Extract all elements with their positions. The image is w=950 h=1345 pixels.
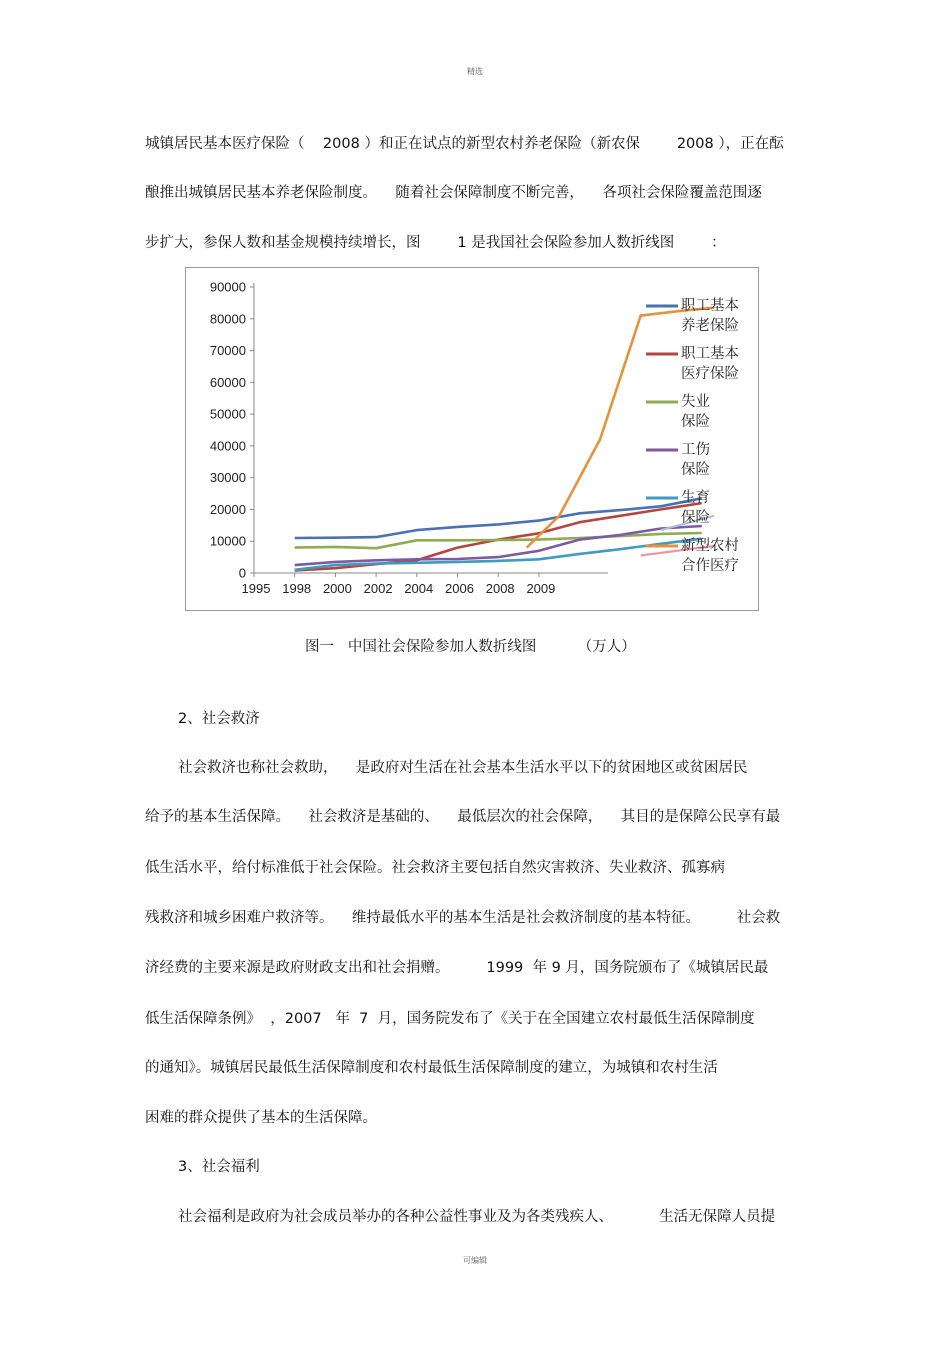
x-tick-label: 2004 [404, 581, 434, 596]
paragraph-line: 城镇居民基本医疗保险（ 2008 ）和正在试点的新型农村养老保险（新农保 2008 ），正在酝 [145, 136, 784, 152]
legend-label: 合作医疗 [681, 558, 739, 574]
legend-label: 失业 [681, 394, 710, 410]
paragraph-line: 济经费的主要来源是政府财政支出和社会捐赠。 1999 年 9 月，国务院颁布了《城镇居民最 [145, 960, 769, 976]
x-tick-label: 1995 [241, 581, 271, 596]
y-tick-label: 70000 [209, 343, 246, 359]
paragraph-line: 社会福利是政府为社会成员举办的各种公益性事业及为各类残疾人、 生活无保障人员提 [178, 1209, 776, 1225]
legend-label: 新型农村 [681, 538, 739, 554]
legend-label: 保险 [681, 462, 710, 478]
paragraph-line: 困难的群众提供了基本的生活保障。 [145, 1110, 377, 1126]
y-tick-label: 80000 [209, 311, 246, 327]
paragraph-line: 的通知》。城镇居民最低生活保障制度和农村最低生活保障制度的建立，为城镇和农村生活 [145, 1060, 718, 1076]
legend-label: 保险 [681, 414, 710, 430]
legend-label: 医疗保险 [681, 366, 739, 382]
paragraph-line: 低生活水平，给付标准低于社会保险。社会救济主要包括自然灾害救济、失业救济、孤寡病 [145, 860, 725, 876]
y-tick-label: 20000 [209, 501, 246, 517]
legend-label: 保险 [681, 510, 710, 526]
chart-frame [185, 267, 759, 611]
x-tick-label: 2009 [526, 581, 556, 596]
y-tick-label: 0 [238, 565, 246, 581]
paragraph-line: 低生活保障条例》 ，2007 年 7 月，国务院发布了《关于在全国建立农村最低生活保障制度 [145, 1011, 755, 1027]
page-footer: 可编辑 [463, 1256, 487, 1265]
y-tick-label: 30000 [209, 470, 246, 486]
x-tick-label: 2008 [485, 581, 515, 596]
y-tick-label: 40000 [209, 438, 246, 454]
section-heading: 2、社会救济 [178, 711, 260, 727]
legend-label: 养老保险 [681, 318, 739, 334]
paragraph-line: 给予的基本生活保障。 社会救济是基础的、 最低层次的社会保障， 其目的是保障公民享有最 [145, 809, 781, 825]
y-tick-label: 60000 [209, 374, 246, 390]
x-tick-label: 2006 [445, 581, 474, 596]
series-line [295, 539, 702, 570]
y-tick-label: 10000 [209, 533, 246, 549]
page-header: 精选 [467, 67, 483, 76]
legend-label: 职工基本 [681, 298, 739, 314]
x-tick-label: 2002 [363, 581, 393, 596]
legend-label: 生育 [681, 490, 710, 506]
paragraph-line: 社会救济也称社会救助， 是政府对生活在社会基本生活水平以下的贫困地区或贫困居民 [178, 760, 748, 776]
x-tick-label: 1998 [282, 581, 312, 596]
y-tick-label: 90000 [209, 279, 246, 295]
paragraph-line: 残救济和城乡困难户救济等。 维持最低水平的基本生活是社会救济制度的基本特征。 社会救 [145, 910, 781, 926]
y-tick-label: 50000 [209, 406, 246, 422]
section-heading: 3、社会福利 [178, 1159, 260, 1175]
legend-label: 职工基本 [681, 346, 739, 362]
x-tick-label: 2000 [322, 581, 352, 596]
legend-label: 工伤 [681, 442, 710, 458]
line-chart [186, 268, 758, 610]
figure-caption: 图一 中国社会保险参加人数折线图 （万人） [305, 639, 636, 655]
paragraph-line: 酿推出城镇居民基本养老保险制度。 随着社会保障制度不断完善， 各项社会保险覆盖范围逐 [145, 185, 762, 201]
paragraph-line: 步扩大，参保人数和基金规模持续增长，图 1 是我国社会保险参加人数折线图 ： [145, 235, 726, 251]
